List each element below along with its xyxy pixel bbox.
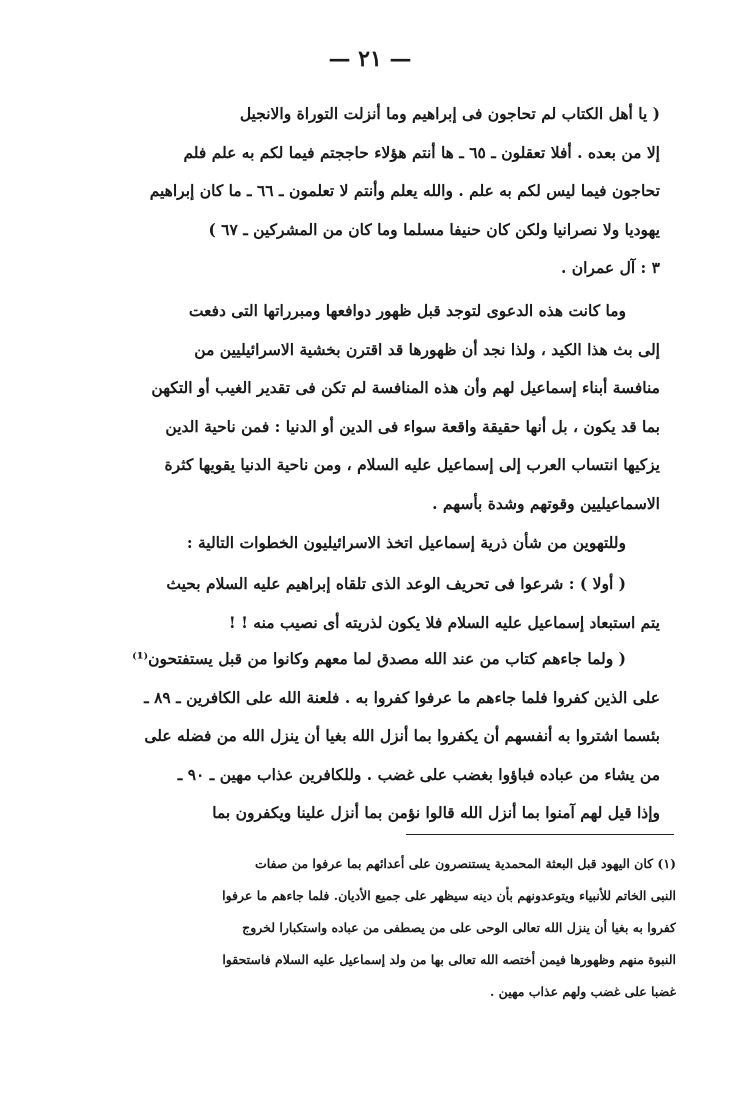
footnote-line: النبوة منهم وظهورها فيمن أختصه الله تعالى بها من ولد إسماعيل عليه السلام فاستحقوا [222,952,676,967]
text-line: على الذين كفروا فلما جاءهم ما عرفوا كفروا به . فلعنة الله على الكافرين ـ ٨٩ ـ [144,687,660,707]
text-line: وإذا قيل لهم آمنوا بما أنزل الله قالوا نؤمن بما أنزل علينا ويكفرون بما [212,803,660,822]
paragraph-steps-intro [98,524,660,563]
text-line: يتم استبعاد إسماعيل عليه السلام فلا يكون لذريته أى نصيب منه ! ! [228,612,660,632]
text-line: يهوديا ولا نصرانيا ولكن كان حنيفا مسلما وما كان من المشركين ـ ٦٧ ) [208,219,660,239]
footnote-line: غضبا على غضب ولهم عذاب مهين . [489,984,676,999]
text-line: ( أولا ) : شرعوا فى تحريف الوعد الذى تلقاه إبراهيم عليه السلام بحيث [166,574,626,593]
text-line: الاسماعيليين وقوتهم وشدة بأسهم . [432,493,660,513]
text-line: بما قد يكون ، بل أنها حقيقة واقعة سواء فى الدين أو الدنيا : فمن ناحية الدين [165,416,660,436]
quran-passage-al-imran [98,95,660,288]
text-line: ( ولما جاءهم كتاب من عند الله مصدق لما معهم وكانوا من قبل يستفتحون⁽¹⁾ [132,649,626,668]
page-number: — ٢١ — [328,46,412,72]
text-line: إلى بث هذا الكيد ، ولذا نجد أن ظهورها قد اقترن بخشية الاسرائيليين من [194,339,660,359]
text-line: ( يا أهل الكتاب لم تحاجون فى إبراهيم وما أنزلت التوراة والانجيل [239,104,660,123]
text-line: تحاجون فيما ليس لكم به علم . والله يعلم وأنتم لا تعلمون ـ ٦٦ ـ ما كان إبراهيم [149,181,660,200]
text-line: إلا من بعده . أفلا تعقلون ـ ٦٥ ـ ها أنتم هؤلاء حاججتم فيما لكم به علم فلم [183,142,660,162]
text-line: ٣ : آل عمران . [560,258,660,277]
footnote-1 [118,848,676,1008]
text-line: وما كانت هذه الدعوى لتوجد قبل ظهور دوافعها ومبرراتها التى دفعت [188,301,626,320]
text-line: من يشاء من عباده فباؤوا بغضب على غضب . وللكافرين عذاب مهين ـ ٩٠ ـ [177,764,660,784]
paragraph-claim-origins [98,292,660,523]
footnote-line: النبى الخاتم للأنبياء ويتوعدونهم بأن دينه سيظهر على جميع الأديان. فلما جاءهم ما عرفوا [222,888,676,903]
text-line: بئسما اشتروا به أنفسهم أن يكفروا بما أنزل الله بغيا أن ينزل الله من فضله على [144,726,660,745]
footnote-separator [406,834,674,835]
text-line: يزكيها انتساب العرب إلى إسماعيل عليه السلام ، ومن ناحية الدنيا يقويها كثرة [164,455,660,474]
footnote-line: (١) كان اليهود قبل البعثة المحمدية يستنصرون على أعدائهم بما عرفوا من صفات [254,856,676,871]
footnote-line: كفروا به بغيا أن ينزل الله تعالى الوحى على من يصطفى من عباده واستكبارا لخروج [242,920,676,935]
text-line: منافسة أبناء إسماعيل لهم وأن هذه المنافسة لم تكن فى تقدير الغيب أو التكهن [151,378,660,397]
text-line: وللتهوين من شأن ذرية إسماعيل اتخذ الاسرائيليون الخطوات التالية : [186,533,626,552]
point-first [98,565,660,642]
quran-passage-al-baqara [98,640,660,833]
